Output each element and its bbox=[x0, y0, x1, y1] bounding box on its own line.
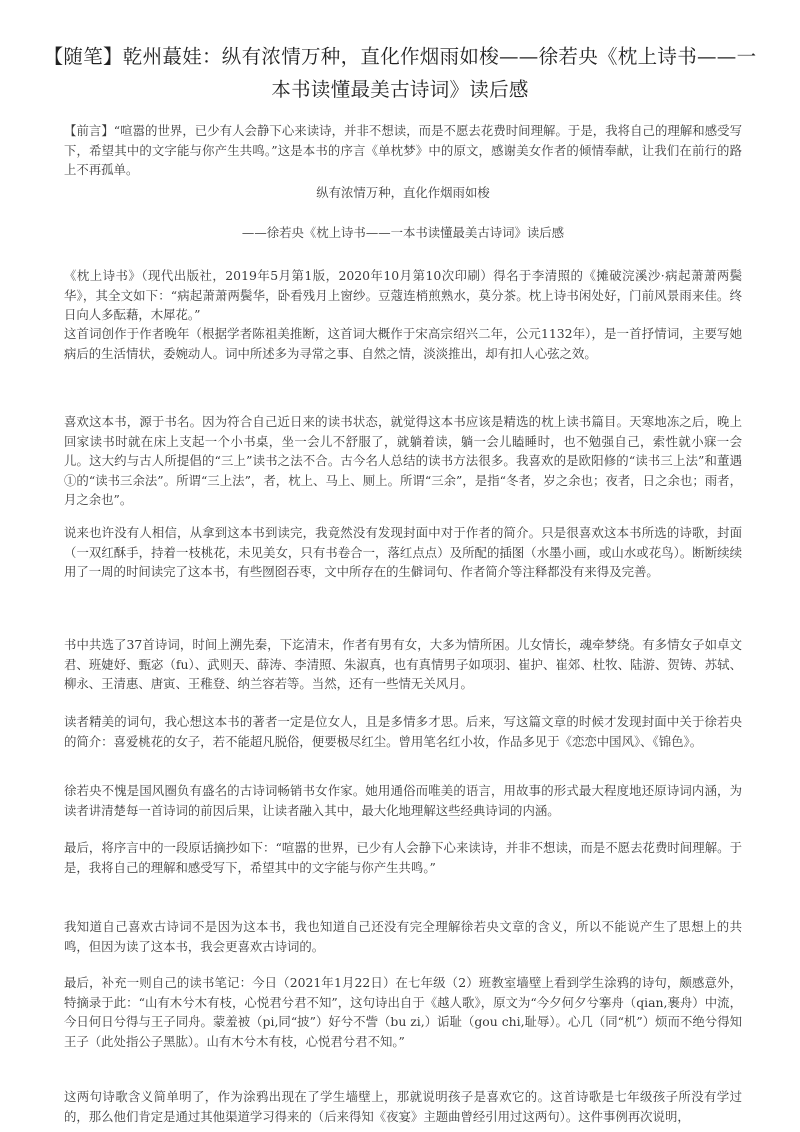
body-paragraph: 最后，补充一则自己的读书笔记：今日（2021年1月22日）在七年级（2）班教室墙壁上看到学生涂鸦的诗句，颇感意外，特摘录于此：“山有木兮木有枝，心悦君兮君不知”，这句诗出自于《越人歌》，原文为“今夕何夕兮搴舟（qian,裹舟）中流，今日何日兮得与王子同舟。蒙羞被（pi,同“披”）好兮不訾（bu zi,）诟耻（gou chi,耻辱）。心几（同“机”）烦而不绝兮得知王子（此处指公子黑肱）。山有木兮木有枝，心悦君兮君不知。” bbox=[64, 975, 742, 1049]
document-title: 【随笔】乾州蕞娃：纵有浓情万种，直化作烟雨如梭——徐若央《枕上诗书——一本书读懂最美古诗词》读后感 bbox=[43, 45, 757, 101]
preface-paragraph: 【前言】“喧嚣的世界，已少有人会静下心来读诗，并非不想读，而是不愿去花费时间理解。于是，我将自己的理解和感受写下，希望其中的文字能与你产生共鸣。”这是本书的序言《单枕梦》中的原文，感谢美女作者的倾情奉献，让我们在前行的路上不再孤单。 bbox=[64, 123, 742, 177]
body-paragraph: 读者精美的词句，我心想这本书的著者一定是位女人，且是多情多才思。后来，写这篇文章的时候才发现封面中关于徐若央的简介：喜爱桃花的女子，若不能超凡脱俗，便要极尽红尘。曾用笔名红小妆，作品多见于《恋恋中国风》、《锦色》。 bbox=[64, 714, 742, 749]
body-paragraph: 我知道自己喜欢古诗词不是因为这本书，我也知道自己还没有完全理解徐若央文章的含义，所以不能说产生了思想上的共鸣，但因为读了这本书，我会更喜欢古诗词的。 bbox=[64, 919, 742, 954]
body-paragraph: 最后，将序言中的一段原话摘抄如下：“喧嚣的世界，已少有人会静下心来读诗，并非不想读，而是不愿去花费时间理解。于是，我将自己的理解和感受写下，希望其中的文字能与你产生共鸣。” bbox=[64, 840, 742, 875]
article-subtitle-source: ——徐若央《枕上诗书——一本书读懂最美古诗词》读后感 bbox=[241, 225, 565, 240]
body-paragraph: 《枕上诗书》（现代出版社，2019年5月第1版，2020年10月第10次印刷）得名于李清照的《摊破浣溪沙·病起萧萧两鬓华》，其全文如下：“病起萧萧两鬓华，卧看残月上窗纱。豆蔻连梢煎熟水，莫分茶。枕上诗书闲处好，门前风景雨来佳。终日向人多酝藉，木犀花。” bbox=[64, 268, 742, 322]
article-subtitle: 纵有浓情万种，直化作烟雨如梭 bbox=[316, 185, 490, 200]
body-paragraph: 书中共选了37首诗词，时间上溯先秦，下迄清末，作者有男有女，大多为情所困。儿女情长，魂牵梦绕。有多情女子如卓文君、班婕妤、甄宓（fu）、武则天、薛涛、李清照、朱淑真，也有真情男子如项羽、崔护、崔郊、杜牧、陆游、贺铸、苏轼、柳永、王清惠、唐寅、王稚登、纳兰容若等。当然，还有一些情无关风月。 bbox=[64, 637, 742, 691]
body-paragraph: 这两句诗歌含义简单明了，作为涂鸦出现在了学生墙壁上，那就说明孩子是喜欢它的。这首诗歌是七年级孩子所没有学过的，那么他们肯定是通过其他渠道学习得来的（后来得知《夜宴》主题曲曾经引用过这两句）。这件事例再次说明， bbox=[64, 1089, 742, 1124]
body-paragraph: 喜欢这本书，源于书名。因为符合自己近日来的读书状态，就觉得这本书应该是精选的枕上读书篇目。天寒地冻之后，晚上回家读书时就在床上支起一个小书桌，坐一会儿不舒服了，就躺着读，躺一会儿瞌睡时，也不勉强自己，索性就小寐一会儿。这大约与古人所提倡的“三上”读书之法不合。古今名人总结的读书方法很多。我喜欢的是欧阳修的“读书三上法”和董遇①的“读书三余法”。所谓“三上法”，者，枕上、马上、厕上。所谓“三余”，是指“冬者，岁之余也；夜者，日之余也；雨者，月之余也”。 bbox=[64, 414, 742, 507]
body-paragraph: 这首词创作于作者晚年（根据学者陈祖美推断，这首词大概作于宋高宗绍兴二年，公元1132年），是一首抒情词，主要写她病后的生活情状，委婉动人。词中所述多为寻常之事、自然之情，淡淡推出，却有扣人心弦之效。 bbox=[64, 326, 742, 361]
body-paragraph: 说来也许没有人相信，从拿到这本书到读完，我竟然没有发现封面中对于作者的简介。只是很喜欢这本书所选的诗歌，封面（一双红酥手，持着一枝桃花，未见美女，只有书卷合一，落红点点）及所配的插图（水墨小画，或山水或花鸟）。断断续续用了一周的时间读完了这本书，有些囫囵吞枣，文中所存在的生僻词句、作者简介等注释都没有来得及完善。 bbox=[64, 525, 742, 579]
body-paragraph: 徐若央不愧是国风圈负有盛名的古诗词畅销书女作家。她用通俗而唯美的语言，用故事的形式最大程度地还原诗词内涵，为读者讲清楚每一首诗词的前因后果，让读者融入其中，最大化地理解这些经典诗词的内涵。 bbox=[64, 783, 742, 818]
